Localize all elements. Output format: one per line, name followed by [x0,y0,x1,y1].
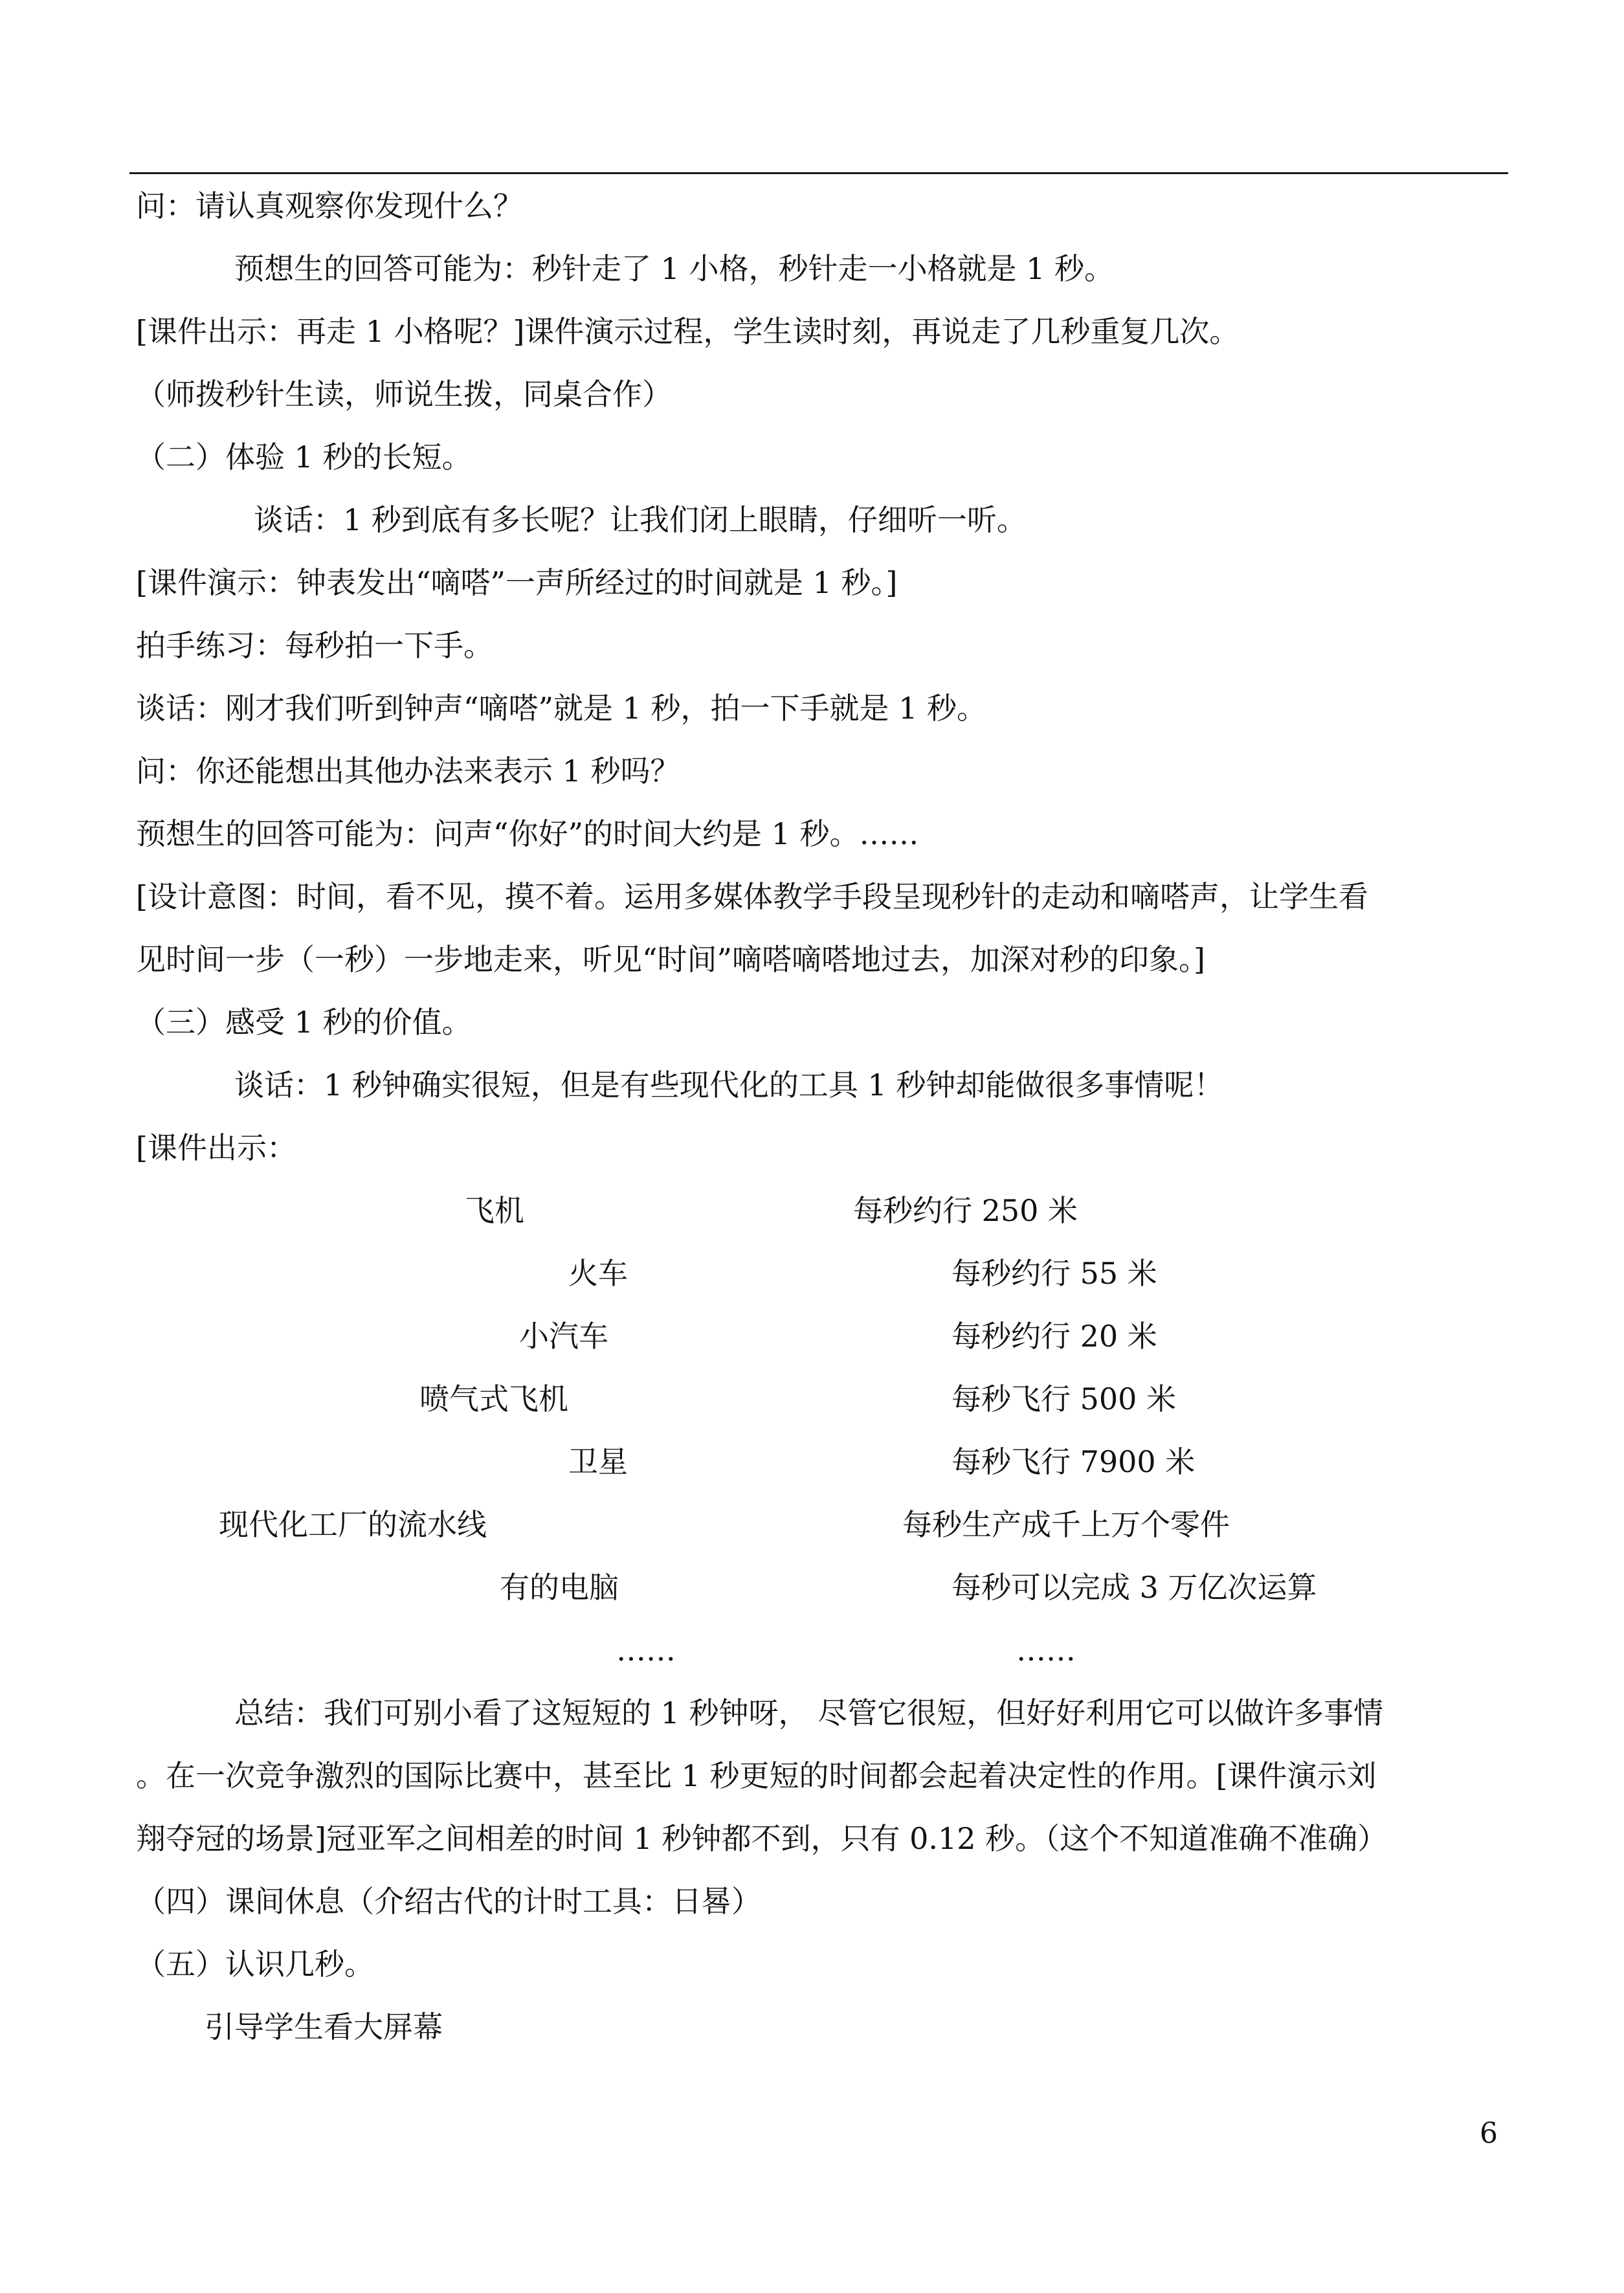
text-line: 预想生的回答可能为：秒针走了 1 小格，秒针走一小格就是 1 秒。 [234,251,1115,286]
table-desc: 每秒约行 55 米 [951,1256,1157,1291]
text-line: [课件出示：再走 1 小格呢？]课件演示过程，学生读时刻，再说走了几秒重复几次。 [136,314,1240,349]
text-line: [课件出示： [136,1130,296,1165]
text-line: 。在一次竞争激烈的国际比赛中，甚至比 1 秒更短的时间都会起着决定性的作用。[课件演示刘 [136,1758,1377,1793]
text-line: 翔夺冠的场景]冠亚军之间相差的时间 1 秒钟都不到，只有 0.12 秒。（这个不知道准确不准确） [136,1821,1388,1856]
section-heading: （四）课间休息（介绍古代的计时工具：日晷） [136,1884,761,1919]
text-line: [课件演示：钟表发出“嘀嗒”一声所经过的时间就是 1 秒。] [136,565,898,600]
table-desc: 每秒约行 250 米 [853,1193,1078,1228]
text-line: 引导学生看大屏幕 [205,2009,443,2044]
table-item: 卫星 [568,1444,628,1479]
page-number: 6 [1480,2117,1498,2150]
text-line: 问：你还能想出其他办法来表示 1 秒吗？ [136,754,680,789]
text-line: 总结：我们可别小看了这短短的 1 秒钟呀， 尽管它很短，但好好利用它可以做许多事情 [234,1695,1384,1730]
table-item: 火车 [568,1256,628,1291]
text-line: 谈话：1 秒到底有多长呢？让我们闭上眼睛，仔细听一听。 [254,502,1027,537]
table-item: 飞机 [465,1193,524,1228]
text-line: 预想生的回答可能为：问声“你好”的时间大约是 1 秒。…… [136,816,919,851]
table-desc: …… [1016,1633,1076,1668]
text-line: 见时间一步（一秒）一步地走来，听见“时间”嘀嗒嘀嗒地过去，加深对秒的印象。] [136,942,1205,977]
table-item: …… [616,1633,676,1668]
table-desc: 每秒飞行 500 米 [951,1381,1177,1416]
text-line: （师拨秒针生读，师说生拨，同桌合作） [136,377,672,412]
header-rule [129,172,1508,174]
table-item: 现代化工厂的流水线 [219,1507,487,1542]
table-desc: 每秒生产成千上万个零件 [902,1507,1230,1542]
table-desc: 每秒可以完成 3 万亿次运算 [951,1570,1317,1605]
text-line: [设计意图：时间，看不见，摸不着。运用多媒体教学手段呈现秒针的走动和嘀嗒声，让学生看 [136,879,1368,914]
text-line: 谈话：刚才我们听到钟声“嘀嗒”就是 1 秒，拍一下手就是 1 秒。 [136,691,987,726]
table-item: 小汽车 [519,1319,608,1354]
text-line: 拍手练习：每秒拍一下手。 [136,628,493,663]
table-item: 有的电脑 [500,1570,619,1605]
table-desc: 每秒约行 20 米 [951,1319,1157,1354]
text-line: 谈话：1 秒钟确实很短，但是有些现代化的工具 1 秒钟却能做很多事情呢！ [234,1068,1224,1102]
section-heading: （五）认识几秒。 [136,1947,374,1982]
table-desc: 每秒飞行 7900 米 [951,1444,1196,1479]
section-heading: （二）体验 1 秒的长短。 [136,440,472,475]
text-line: 问：请认真观察你发现什么？ [136,188,523,223]
section-heading: （三）感受 1 秒的价值。 [136,1005,472,1040]
table-item: 喷气式飞机 [419,1381,568,1416]
